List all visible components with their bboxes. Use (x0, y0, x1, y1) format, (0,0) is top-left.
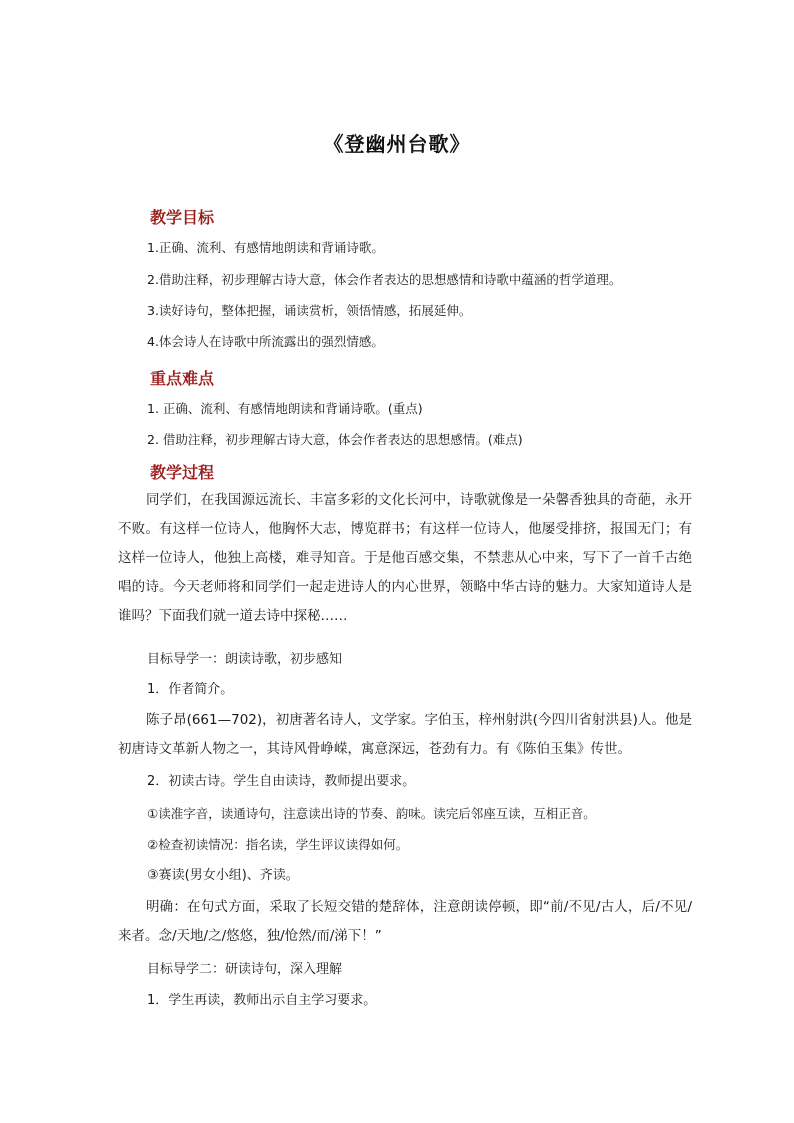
reading-requirement-2: ②检查初读情况：指名读，学生评议读得如何。 (147, 837, 409, 852)
reading-requirement-3: ③赛读(男女小组)、齐读。 (147, 868, 299, 883)
goal-item-3: 3.读好诗句，整体把握，诵读赏析，领悟情感，拓展延伸。 (147, 303, 472, 318)
section-heading-goals: 教学目标 (150, 208, 215, 227)
key-point-item-2: 2. 借助注释，初步理解古诗大意，体会作者表达的思想感情。(难点) (147, 432, 523, 447)
guide-heading-2: 目标导学二：研读诗句，深入理解 (147, 962, 343, 977)
step-author-intro: 1．作者简介。 (147, 682, 234, 697)
author-bio-paragraph: 陈子昂(661—702)，初唐著名诗人，文学家。字伯玉，梓州射洪(今四川省射洪县)人。他是初唐诗文革新人物之一，其诗风骨峥嵘，寓意深远，苍劲有力。有《陈伯玉集》传世。 (118, 712, 692, 757)
clarification-paragraph: 明确：在句式方面，采取了长短交错的楚辞体，注意朗读停顿，即“前/不见/古人，后/不见/来者。念/天地/之/悠悠，独/怆然/而/涕下！” (118, 899, 692, 944)
key-point-item-1: 1. 正确、流利、有感情地朗读和背诵诗歌。(重点) (147, 401, 423, 416)
step-reread: 1．学生再读，教师出示自主学习要求。 (147, 993, 377, 1008)
guide-heading-1: 目标导学一：朗读诗歌，初步感知 (147, 652, 343, 667)
page-title: 《登幽州台歌》 (323, 132, 471, 156)
section-heading-key-points: 重点难点 (150, 369, 215, 388)
goal-item-2: 2.借助注释，初步理解古诗大意，体会作者表达的思想感情和诗歌中蕴涵的哲学道理。 (147, 272, 622, 287)
process-intro-paragraph: 同学们，在我国源远流长、丰富多彩的文化长河中，诗歌就像是一朵馨香独具的奇葩，永开不败。有这样一位诗人，他胸怀大志，博览群书；有这样一位诗人，他屡受排挤，报国无门；有这样一位诗人，他独上高楼，难寻知音。于是他百感交集，不禁悲从心中来，写下了一首千古绝唱的诗。今天老师将和同学们一起走进诗人的内心世界，领略中华古诗的魅力。大家知道诗人是谁吗？下面我们就一道去诗中探秘…… (118, 492, 692, 624)
section-heading-process: 教学过程 (150, 463, 215, 482)
goal-item-4: 4.体会诗人在诗歌中所流露出的强烈情感。 (147, 334, 384, 349)
goal-item-1: 1.正确、流利、有感情地朗读和背诵诗歌。 (147, 240, 384, 255)
step-first-reading: 2．初读古诗。学生自由读诗，教师提出要求。 (147, 774, 416, 789)
reading-requirement-1: ①读准字音，读通诗句，注意读出诗的节奏、韵味。读完后邻座互读，互相正音。 (147, 806, 596, 821)
